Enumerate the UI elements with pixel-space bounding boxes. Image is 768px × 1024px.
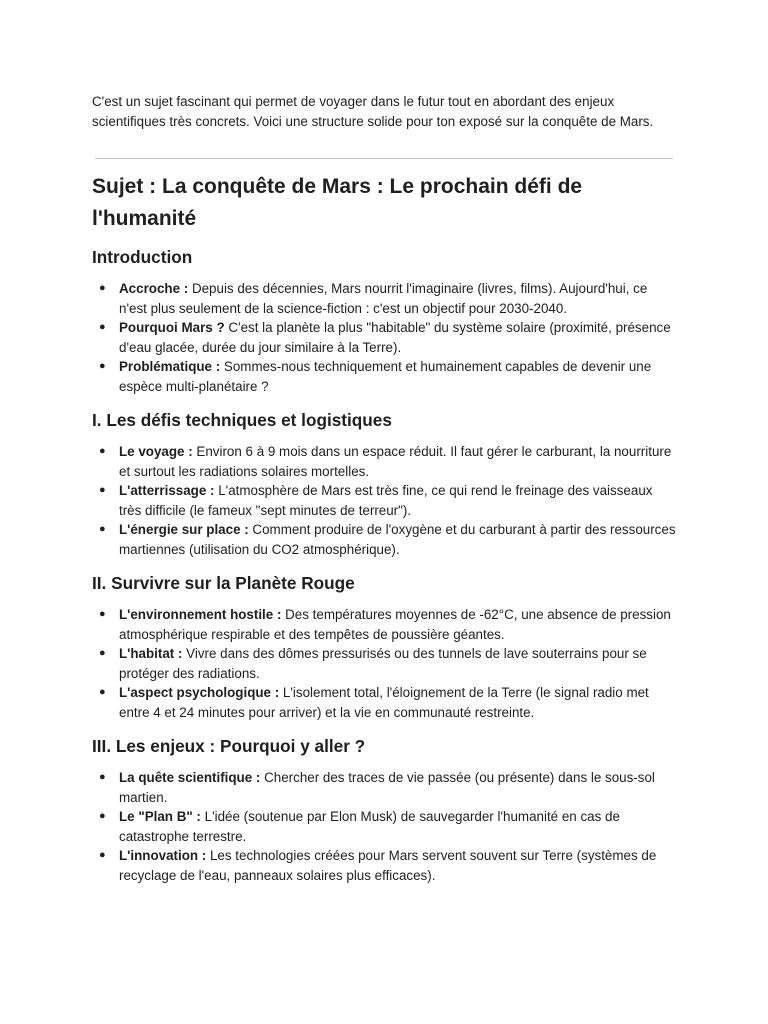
list-item [92,807,676,846]
list-item [92,644,676,683]
bullet-icon: ● [99,445,106,457]
item-text: Vivre dans des dômes pressurisés ou des tunnels de lave souterrains pour se protéger des radiations. [119,646,647,681]
bullet-icon: ● [99,321,106,333]
list-item [92,846,676,885]
item-term: L'environnement hostile : [119,607,282,622]
item-text: C'est la planète la plus "habitable" du système solaire (proximité, présence d'eau glacée, durée du jour similaire à la Terre). [119,320,671,355]
list-item [92,481,676,520]
item-text: Environ 6 à 9 mois dans un espace réduit. Il faut gérer le carburant, la nourriture et surtout les radiations solaires mortelles. [119,444,672,479]
section-heading-defis-techniques: I. Les défis techniques et logistiques [92,410,392,430]
section-heading-enjeux: III. Les enjeux : Pourquoi y aller ? [92,736,366,756]
bullet-icon: ● [99,484,106,496]
section-list-enjeux [92,768,676,885]
item-text: L'idée (soutenue par Elon Musk) de sauvegarder l'humanité en cas de catastrophe terrestre. [119,809,620,844]
bullet-icon: ● [99,849,106,861]
item-text: Sommes-nous techniquement et humainement capables de devenir une espèce multi-planétaire ? [119,359,652,394]
bullet-icon: ● [99,523,106,535]
section-list-introduction [92,279,676,396]
bullet-icon: ● [99,282,106,294]
item-term: Problématique : [119,359,221,374]
item-term: Pourquoi Mars ? [119,320,225,335]
item-text: L'isolement total, l'éloignement de la Terre (le signal radio met entre 4 et 24 minutes pour arriver) et la vie en communauté restreinte. [119,685,649,720]
section-list-defis-techniques [92,442,676,559]
item-term: Le "Plan B" : [119,809,201,824]
item-term: L'innovation : [119,848,207,863]
item-term: Le voyage : [119,444,193,459]
bullet-icon: ● [99,360,106,372]
list-item [92,357,676,396]
bullet-icon: ● [99,810,106,822]
list-item [92,768,676,807]
section-list-survivre [92,605,676,722]
section-heading-introduction: Introduction [92,247,193,267]
section-heading-survivre: II. Survivre sur la Planète Rouge [92,573,355,593]
list-item [92,520,676,559]
intro-paragraph: C'est un sujet fascinant qui permet de voyager dans le futur tout en abordant des enjeux scientifiques très concrets. Voici une structure solide pour ton exposé sur la conquête de Mars. [92,94,654,129]
bullet-icon: ● [99,771,106,783]
list-item [92,605,676,644]
page-title: Sujet : La conquête de Mars : Le prochain défi de l'humanité [92,175,583,230]
item-text: L'atmosphère de Mars est très fine, ce qui rend le freinage des vaisseaux très difficile (le fameux "sept minutes de terreur"). [119,483,653,518]
list-item [92,279,676,318]
item-text: Chercher des traces de vie passée (ou présente) dans le sous-sol martien. [119,770,655,805]
item-text: Des températures moyennes de -62°C, une absence de pression atmosphérique respirable et des tempêtes de poussière géantes. [119,607,671,642]
item-text: Les technologies créées pour Mars servent souvent sur Terre (systèmes de recyclage de l'eau, panneaux solaires plus efficaces). [119,848,657,883]
list-item [92,683,676,722]
bullet-icon: ● [99,686,106,698]
list-item [92,442,676,481]
bullet-icon: ● [99,608,106,620]
item-text: Depuis des décennies, Mars nourrit l'imaginaire (livres, films). Aujourd'hui, ce n'est plus seulement de la science-fiction : c'est un objectif pour 2030-2040. [119,281,648,316]
item-term: L'atterrissage : [119,483,215,498]
item-term: La quête scientifique : [119,770,261,785]
item-term: Accroche : [119,281,189,296]
bullet-icon: ● [99,647,106,659]
list-item [92,318,676,357]
item-term: L'habitat : [119,646,183,661]
item-term: L'énergie sur place : [119,522,249,537]
item-term: L'aspect psychologique : [119,685,280,700]
divider [95,158,673,159]
item-text: Comment produire de l'oxygène et du carburant à partir des ressources martiennes (utilisation du CO2 atmosphérique). [119,522,676,557]
